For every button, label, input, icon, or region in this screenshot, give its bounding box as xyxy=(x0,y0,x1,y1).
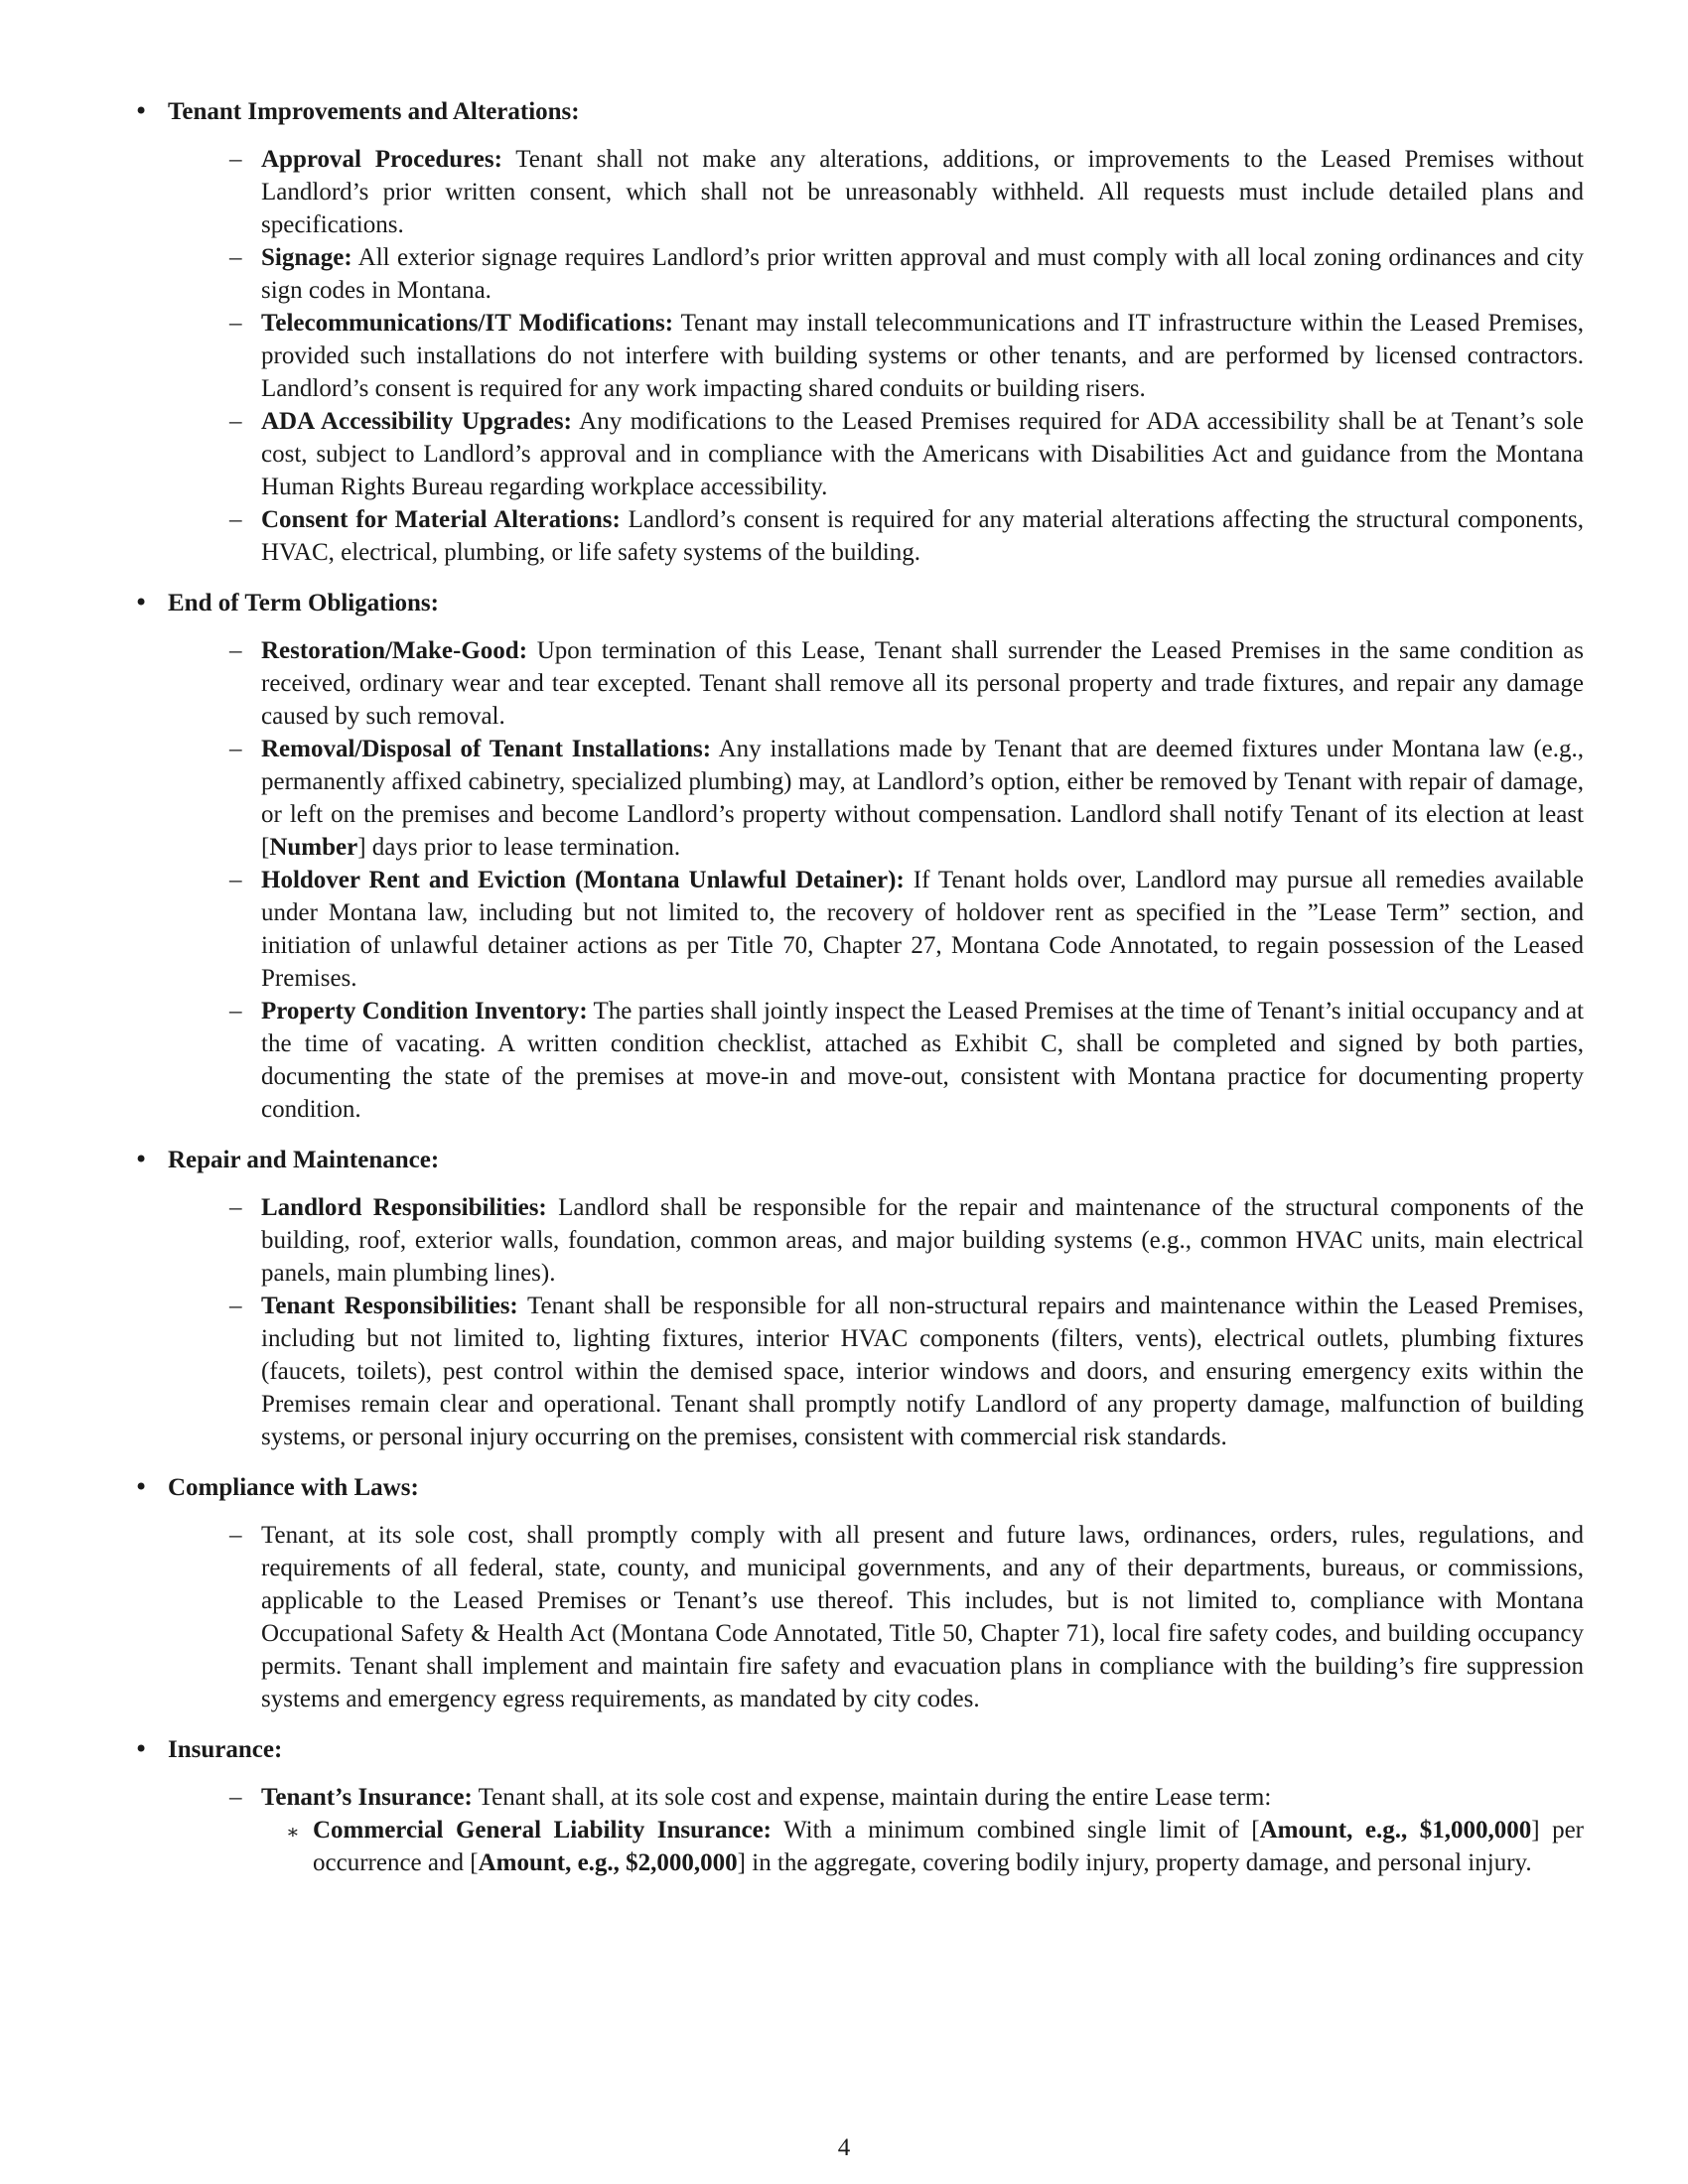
section-heading: Compliance with Laws: xyxy=(168,1474,419,1501)
section-end-of-term xyxy=(134,587,1584,1126)
section-tenant-improvements xyxy=(134,95,1584,569)
item-text: With a minimum combined single limit of [ xyxy=(772,1817,1260,1843)
document-page xyxy=(134,95,1584,1887)
item-text: The parties shall jointly inspect the Leased Premises at the time of Tenant’s initial occupancy and at the time of vacating. A written condition checklist, attached as Exhibit C, shall be completed and signed by both parties, documenting the state of the premises at move-in and move-out, consistent with Montana practice for documenting property condition. xyxy=(261,998,1584,1123)
item-text: Tenant shall be responsible for all non-structural repairs and maintenance within the Leased Premises, including but not limited to, lighting fixtures, interior HVAC components (filters, vents), electrical outlets, plumbing fixtures (faucets, toilets), pest control within the demised space, interior windows and doors, and ensuring emergency exits within the Premises remain clear and operational. Tenant shall promptly notify Landlord of any property damage, malfunction of building systems, or personal injury occurring on the premises, consistent with commercial risk standards. xyxy=(261,1293,1584,1450)
list-item xyxy=(168,307,1584,405)
section-insurance xyxy=(134,1733,1584,1879)
placeholder-number: Number xyxy=(269,834,358,861)
item-text: Tenant shall, at its sole cost and expense, maintain during the entire Lease term: xyxy=(472,1784,1272,1811)
item-text: All exterior signage requires Landlord’s prior written approval and must comply with all local zoning ordinances and city sign codes in Montana. xyxy=(261,244,1584,304)
dash-icon: – xyxy=(229,244,242,271)
list-item xyxy=(168,1191,1584,1290)
dash-icon: – xyxy=(229,506,242,533)
dash-icon: – xyxy=(229,1522,242,1549)
item-text: Tenant shall not make any alterations, additions, or improvements to the Leased Premises without Landlord’s prior written consent, which shall not be unreasonably withheld. All requests must include detailed plans and specifications. xyxy=(261,146,1584,238)
item-label: Landlord Responsibilities: xyxy=(261,1194,547,1221)
list-item xyxy=(168,241,1584,307)
item-text: Tenant may install telecommunications and IT infrastructure within the Leased Premises, provided such installations do not interfere with building systems or other tenants, and are performed by licensed contractors. Landlord’s consent is required for any work impacting shared conduits or building risers. xyxy=(261,310,1584,402)
bullet-icon: • xyxy=(134,589,149,616)
item-label: Restoration/Make-Good: xyxy=(261,637,528,664)
item-label: Approval Procedures: xyxy=(261,146,502,173)
bullet-icon: • xyxy=(134,1473,149,1501)
item-label: Tenant Responsibilities: xyxy=(261,1293,518,1319)
list-item xyxy=(168,143,1584,241)
list-item xyxy=(168,1519,1584,1715)
dash-icon: – xyxy=(229,867,242,893)
section-heading: Repair and Maintenance: xyxy=(168,1147,440,1173)
item-label: Telecommunications/IT Modifications: xyxy=(261,310,674,337)
placeholder-amount-aggregate: Amount, e.g., $2,000,000 xyxy=(478,1849,738,1876)
dash-icon: – xyxy=(229,310,242,337)
section-heading: Tenant Improvements and Alterations: xyxy=(168,98,580,125)
item-label: Tenant’s Insurance: xyxy=(261,1784,473,1811)
item-label: Holdover Rent and Eviction (Montana Unlawful Detainer): xyxy=(261,867,905,893)
dash-icon: – xyxy=(229,408,242,435)
list-item xyxy=(168,733,1584,864)
bullet-icon: • xyxy=(134,1146,149,1173)
dash-icon: – xyxy=(229,998,242,1024)
page-number: 4 xyxy=(837,2134,851,2161)
nested-list-item xyxy=(168,1814,1584,1879)
item-text-mid: ] per occurrence and [ xyxy=(313,1817,1585,1876)
placeholder-amount-occurrence: Amount, e.g., $1,000,000 xyxy=(1259,1817,1532,1843)
list-item xyxy=(168,503,1584,569)
item-label: ADA Accessibility Upgrades: xyxy=(261,408,572,435)
item-label: Removal/Disposal of Tenant Installations: xyxy=(261,736,712,762)
item-label: Signage: xyxy=(261,244,352,271)
list-item xyxy=(168,1290,1584,1453)
dash-icon: – xyxy=(229,637,242,664)
asterisk-icon: ∗ xyxy=(286,1820,300,1843)
item-text: Upon termination of this Lease, Tenant shall surrender the Leased Premises in the same condition as received, ordinary wear and tear excepted. Tenant shall remove all its personal property and trade fixtures, and repair any damage caused by such removal. xyxy=(261,637,1584,730)
dash-icon: – xyxy=(229,146,242,173)
section-repair-maintenance xyxy=(134,1144,1584,1453)
section-heading: End of Term Obligations: xyxy=(168,590,439,616)
list-item xyxy=(168,405,1584,503)
item-text-end: ] days prior to lease termination. xyxy=(357,834,681,861)
section-heading: Insurance: xyxy=(168,1736,283,1763)
dash-icon: – xyxy=(229,1293,242,1319)
dash-icon: – xyxy=(229,736,242,762)
item-text: If Tenant holds over, Landlord may pursue all remedies available under Montana law, including but not limited to, the recovery of holdover rent as specified in the ”Lease Term” section, and initiation of unlawful detainer actions as per Title 70, Chapter 27, Montana Code Annotated, to regain possession of the Leased Premises. xyxy=(261,867,1584,992)
item-text: Any installations made by Tenant that are deemed fixtures under Montana law (e.g., permanently affixed cabinetry, specialized plumbing) may, at Landlord’s option, either be removed by Tenant with repair of damage, or left on the premises and become Landlord’s property without compensation. Landlord shall notify Tenant of its election at least [ xyxy=(261,736,1584,861)
dash-icon: – xyxy=(229,1194,242,1221)
item-text: Tenant, at its sole cost, shall promptly comply with all present and future laws, ordinances, orders, rules, regulations, and requirements of all federal, state, county, and municipal governments, and any of their departments, bureaus, or commissions, applicable to the Leased Premises or Tenant’s use thereof. This includes, but is not limited to, compliance with Montana Occupational Safety & Health Act (Montana Code Annotated, Title 50, Chapter 71), local fire safety codes, and building occupancy permits. Tenant shall implement and maintain fire safety and evacuation plans in compliance with the building’s fire suppression systems and emergency egress requirements, as mandated by city codes. xyxy=(261,1522,1584,1712)
section-compliance xyxy=(134,1471,1584,1715)
list-item xyxy=(168,995,1584,1126)
item-text-end: ] in the aggregate, covering bodily injury, property damage, and personal injury. xyxy=(737,1849,1532,1876)
item-label: Commercial General Liability Insurance: xyxy=(313,1817,773,1843)
bullet-icon: • xyxy=(134,1735,149,1763)
bullet-icon: • xyxy=(134,97,149,125)
list-item xyxy=(168,634,1584,733)
item-label: Property Condition Inventory: xyxy=(261,998,588,1024)
item-text: Any modifications to the Leased Premises required for ADA accessibility shall be at Tenant’s sole cost, subject to Landlord’s approval and in compliance with the Americans with Disabilities Act and guidance from the Montana Human Rights Bureau regarding workplace accessibility. xyxy=(261,408,1585,500)
item-text: Landlord shall be responsible for the repair and maintenance of the structural components of the building, roof, exterior walls, foundation, common areas, and major building systems (e.g., common HVAC units, main electrical panels, main plumbing lines). xyxy=(261,1194,1585,1287)
dash-icon: – xyxy=(229,1784,242,1811)
item-text: Landlord’s consent is required for any material alterations affecting the structural components, HVAC, electrical, plumbing, or life safety systems of the building. xyxy=(261,506,1584,566)
list-item xyxy=(168,1781,1584,1814)
list-item xyxy=(168,864,1584,995)
item-label: Consent for Material Alterations: xyxy=(261,506,621,533)
